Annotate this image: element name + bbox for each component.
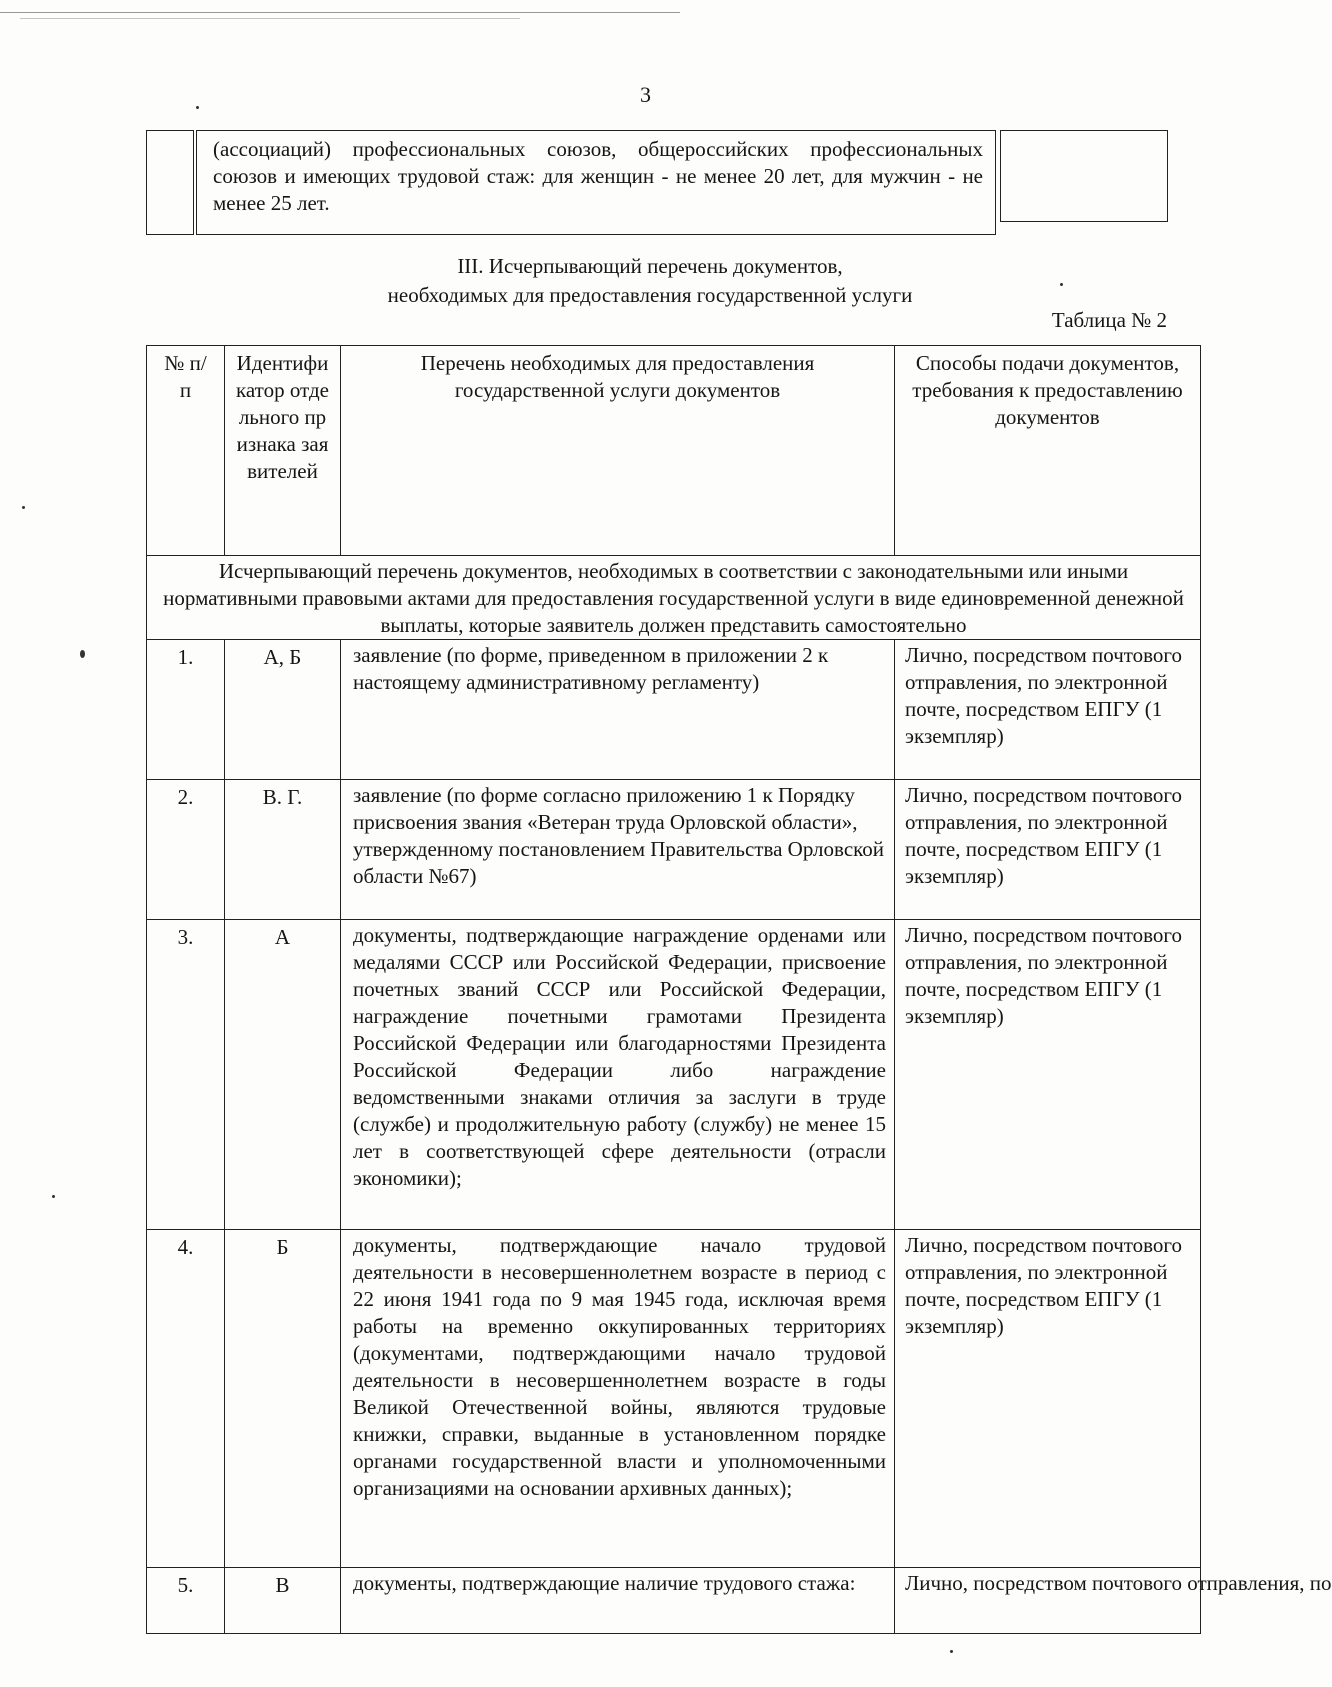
row-3-id: А	[225, 920, 341, 1230]
row-3-doc: документы, подтверждающие награждение орденами или медалями СССР или Российской Федерации, присвоение почетных званий СССР или Российской Федерации, награждение почетными грамотами Президента Российской Федерации или благодарностями Президента Российской Федерации либо награждение ведомственными знаками отличия за заслуги в труде (службе) и продолжительную работу (службу) не менее 15 лет в соответствующей сфере деятельности (отрасли экономики);	[341, 920, 895, 1230]
page-number: 3	[640, 82, 651, 107]
table-header-row	[147, 346, 1201, 556]
continuation-text: (ассоциаций) профессиональных союзов, общероссийских профессиональных союзов и имеющих трудовой стаж: для женщин - не менее 20 лет, для мужчин - не менее 25 лет.	[213, 137, 983, 215]
scan-speck	[1060, 283, 1063, 286]
section-heading	[300, 252, 1000, 310]
table-label: Таблица № 2	[1051, 308, 1167, 332]
continuation-left-cell	[146, 130, 194, 235]
row-5-id: В	[225, 1568, 341, 1634]
documents-table	[146, 345, 1332, 1634]
row-2-way: Лично, посредством почтового отправления, по электронной почте, посредством ЕПГУ (1 экземпляр)	[895, 780, 1201, 920]
header-num: № п/п	[147, 346, 225, 556]
table-row	[147, 640, 1201, 780]
header-docs: Перечень необходимых для предоставления государственной услуги документов	[341, 346, 895, 556]
header-id: Идентификатор отдельного признака заявителей	[225, 346, 341, 556]
row-5-doc: документы, подтверждающие наличие трудового стажа:	[341, 1568, 895, 1634]
row-4-doc: документы, подтверждающие начало трудовой деятельности в несовершеннолетнем возрасте в период с 22 июня 1941 года по 9 мая 1945 года, исключая время работы на временно оккупированных территориях (документами, подтверждающими начало трудовой деятельности в несовершеннолетнем возрасте в годы Великой Отечественной войны, являются трудовые книжки, справки, выданные в установленном порядке органами государственной власти и уполномоченными организациями на основании архивных данных);	[341, 1230, 895, 1568]
row-1-num: 1.	[147, 640, 225, 780]
scan-speck	[950, 1650, 953, 1653]
continuation-text-cell	[196, 130, 996, 235]
row-1-way: Лично, посредством почтового отправления, по электронной почте, посредством ЕПГУ (1 экземпляр)	[895, 640, 1201, 780]
span-row	[147, 556, 1201, 640]
row-2-num: 2.	[147, 780, 225, 920]
scan-speck	[22, 506, 25, 509]
row-5-way: Лично, посредством почтового отправления, по	[895, 1568, 1201, 1634]
span-row-text: Исчерпывающий перечень документов, необходимых в соответствии с законодательными или иными нормативными правовыми актами для предоставления государственной услуги в виде единовременной денежной выплаты, которые заявитель должен представить самостоятельно	[147, 556, 1201, 640]
row-4-way: Лично, посредством почтового отправления, по электронной почте, посредством ЕПГУ (1 экземпляр)	[895, 1230, 1201, 1568]
continuation-right-cell	[1000, 130, 1168, 222]
scan-speck	[80, 650, 85, 658]
row-4-id: Б	[225, 1230, 341, 1568]
row-3-way: Лично, посредством почтового отправления, по электронной почте, посредством ЕПГУ (1 экземпляр)	[895, 920, 1201, 1230]
scan-speck	[52, 1195, 55, 1198]
table-row	[147, 780, 1201, 920]
scan-speck	[196, 106, 199, 109]
table-row	[147, 1230, 1201, 1568]
row-3-num: 3.	[147, 920, 225, 1230]
section-heading-line2: необходимых для предоставления государственной услуги	[387, 283, 913, 307]
row-2-id: В. Г.	[225, 780, 341, 920]
table-row	[147, 920, 1201, 1230]
scan-top-line	[0, 12, 680, 13]
row-2-doc: заявление (по форме согласно приложению 1 к Порядку присвоения звания «Ветеран труда Орловской области», утвержденному постановлением Правительства Орловской области №67)	[341, 780, 895, 920]
header-ways: Способы подачи документов, требования к предоставлению документов	[895, 346, 1201, 556]
table-row	[147, 1568, 1201, 1634]
row-1-id: А, Б	[225, 640, 341, 780]
section-heading-line1: III. Исчерпывающий перечень документов,	[457, 254, 843, 278]
row-1-doc: заявление (по форме, приведенном в приложении 2 к настоящему административному регламенту)	[341, 640, 895, 780]
scan-top-line-faint	[20, 18, 520, 19]
row-4-num: 4.	[147, 1230, 225, 1568]
row-5-num: 5.	[147, 1568, 225, 1634]
